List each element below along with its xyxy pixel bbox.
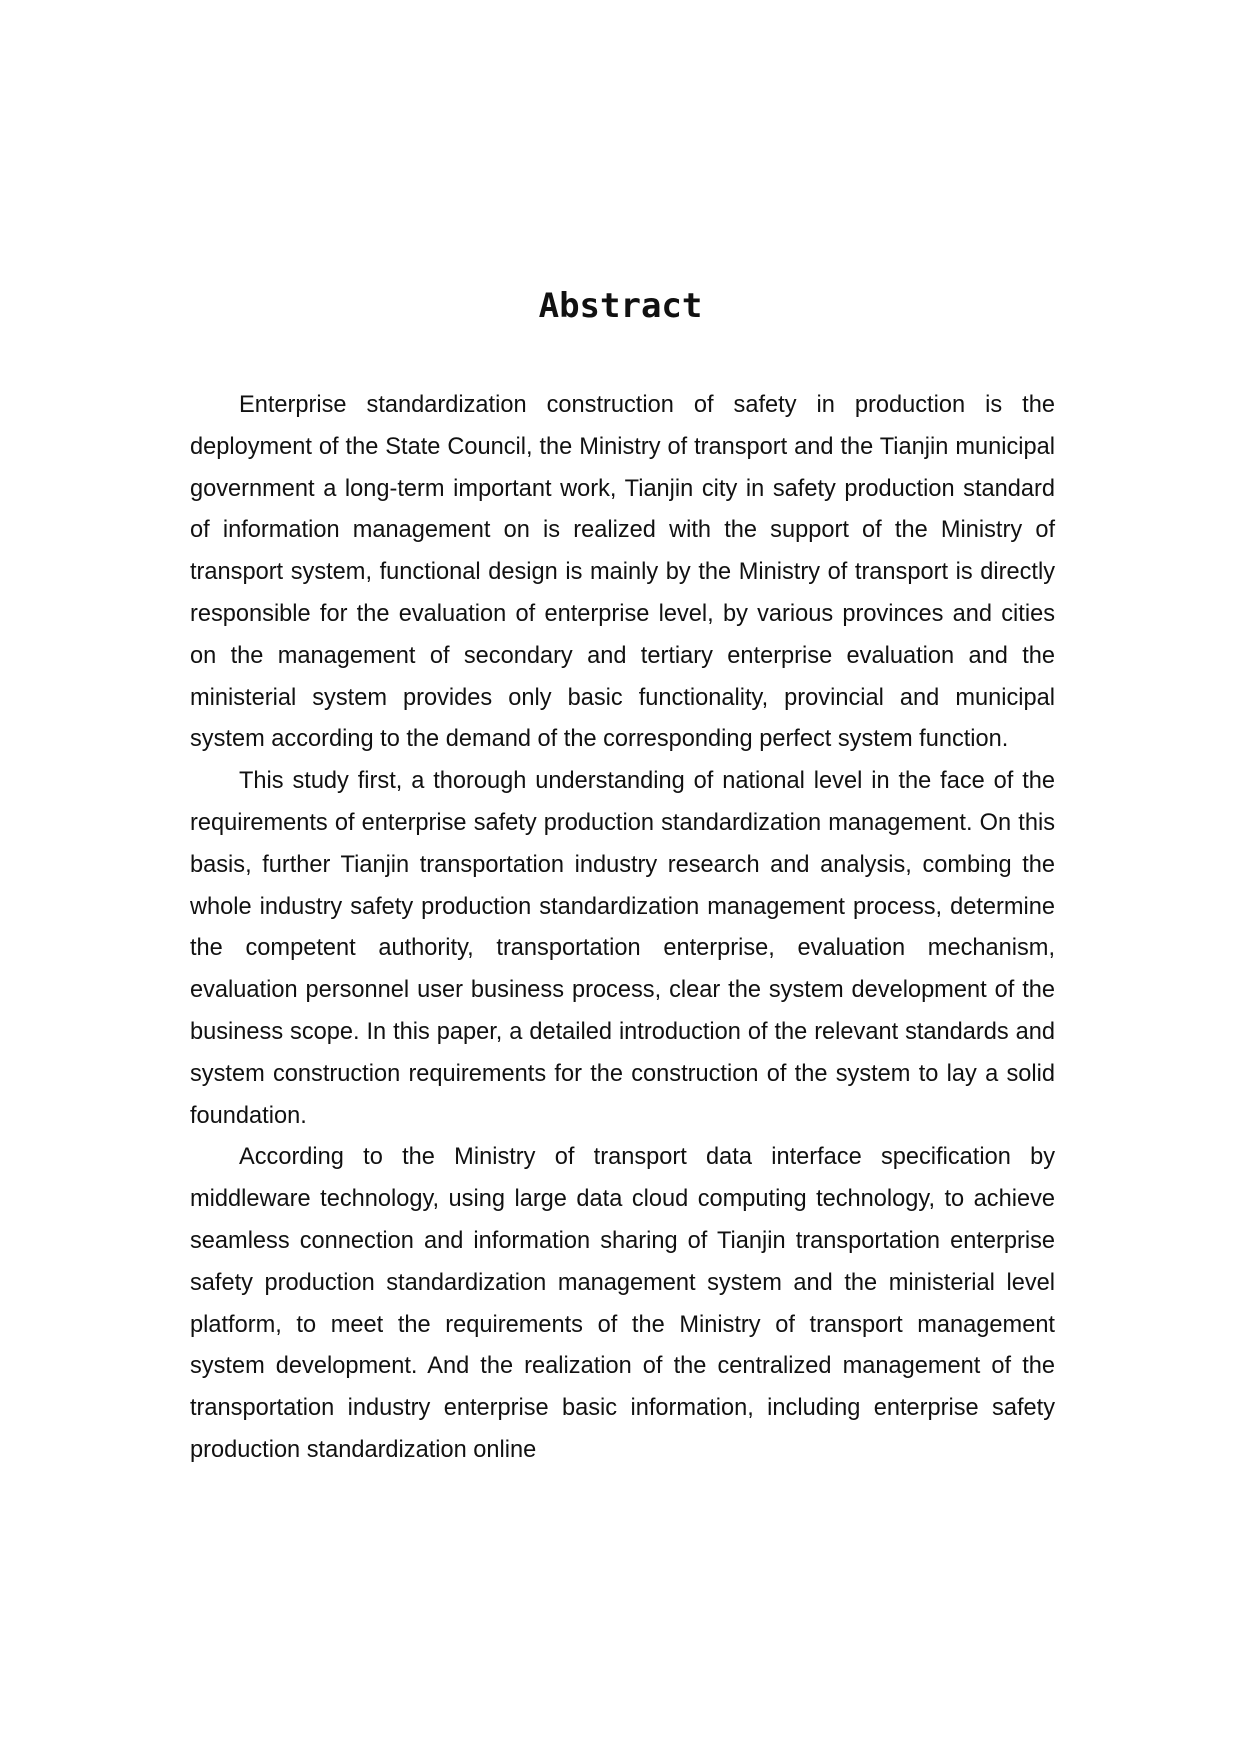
paragraph-3: According to the Ministry of transport data interface specification by middleware technology, using large data cloud computing technology, to achieve seamless connection and information sharing of Tianjin transportation enterprise safety production standardization management system and the ministerial level platform, to meet the requirements of the Ministry of transport management system development. And the realization of the centralized management of the transportation industry enterprise basic information, including enterprise safety production standardization online xyxy=(190,1144,1055,1463)
paragraph-1: Enterprise standardization construction of safety in production is the deployment of the State Council, the Ministry of transport and the Tianjin municipal government a long-term important work, Tianjin city in safety production standard of information management on is realized with the support of the Ministry of transport system, functional design is mainly by the Ministry of transport is directly responsible for the evaluation of enterprise level, by various provinces and cities on the management of secondary and tertiary enterprise evaluation and the ministerial system provides only basic functionality, provincial and municipal system according to the demand of the corresponding perfect system function. xyxy=(190,392,1055,753)
page-title: Abstract xyxy=(538,286,703,326)
abstract-body xyxy=(190,385,1055,1472)
paragraph-2: This study first, a thorough understanding of national level in the face of the requirements of enterprise safety production standardization management. On this basis, further Tianjin transportation industry research and analysis, combing the whole industry safety production standardization management process, determine the competent authority, transportation enterprise, evaluation mechanism, evaluation personnel user business process, clear the system development of the business scope. In this paper, a detailed introduction of the relevant standards and system construction requirements for the construction of the system to lay a solid foundation. xyxy=(190,768,1055,1129)
